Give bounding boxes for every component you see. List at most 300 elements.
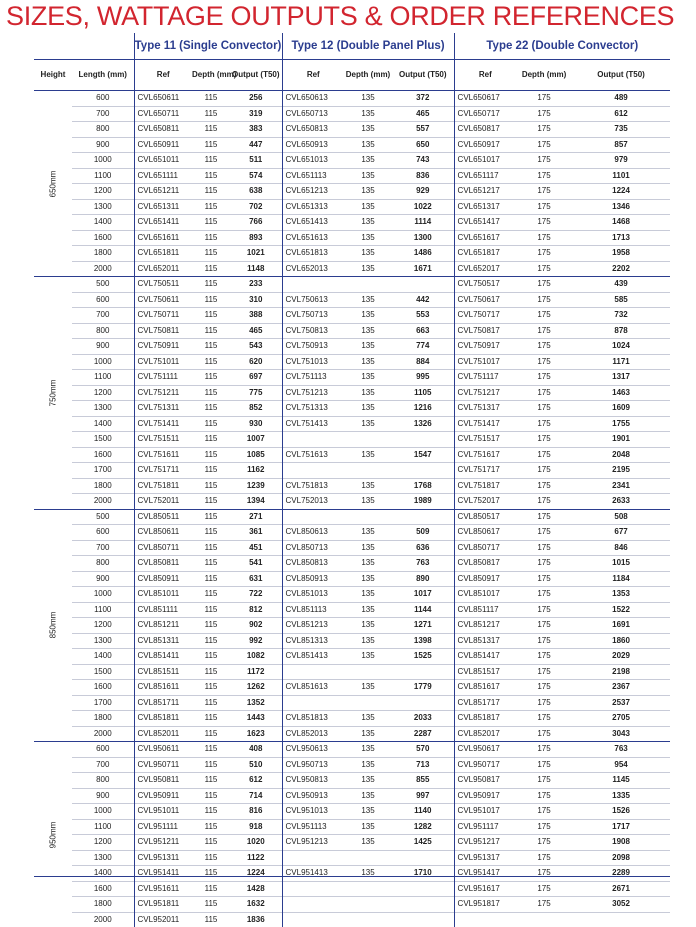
depth-cell: 115 — [192, 370, 230, 386]
depth-cell: 175 — [516, 897, 572, 913]
ref-cell: CVL751217 — [454, 385, 516, 401]
output-cell: 1326 — [392, 416, 454, 432]
depth-cell: 115 — [192, 773, 230, 789]
output-cell: 893 — [230, 230, 282, 246]
ref-cell: CVL851411 — [134, 649, 192, 665]
depth-cell: 115 — [192, 277, 230, 293]
table-row — [34, 897, 670, 913]
length-cell: 1400 — [72, 649, 134, 665]
table-row — [34, 757, 670, 773]
depth-cell: 115 — [192, 866, 230, 882]
length-cell: 800 — [72, 323, 134, 339]
depth-cell: 115 — [192, 587, 230, 603]
table-row — [34, 556, 670, 572]
table-row — [34, 912, 670, 927]
table-row — [34, 525, 670, 541]
length-cell: 1800 — [72, 246, 134, 262]
table-row — [34, 540, 670, 556]
table-row — [34, 819, 670, 835]
ref-cell: CVL851311 — [134, 633, 192, 649]
depth-cell: 115 — [192, 339, 230, 355]
depth-cell — [344, 881, 392, 897]
length-cell: 2000 — [72, 726, 134, 742]
output-cell: 816 — [230, 804, 282, 820]
output-cell: 1024 — [572, 339, 670, 355]
ref-cell — [282, 664, 344, 680]
ref-cell: CVL752011 — [134, 494, 192, 510]
output-cell: 1352 — [230, 695, 282, 711]
ref-cell: CVL951213 — [282, 835, 344, 851]
output-cell: 1623 — [230, 726, 282, 742]
ref-cell: CVL952011 — [134, 912, 192, 927]
table-row — [34, 261, 670, 277]
output-cell: 992 — [230, 633, 282, 649]
output-cell: 1691 — [572, 618, 670, 634]
table-row — [34, 153, 670, 169]
output-cell — [392, 509, 454, 525]
table-row — [34, 866, 670, 882]
ref-cell: CVL851217 — [454, 618, 516, 634]
depth-cell — [344, 850, 392, 866]
output-cell: 677 — [572, 525, 670, 541]
output-cell: 408 — [230, 742, 282, 758]
ref-cell: CVL851117 — [454, 602, 516, 618]
output-cell: 256 — [230, 91, 282, 107]
depth-cell: 115 — [192, 633, 230, 649]
length-cell: 1000 — [72, 153, 134, 169]
col-depth: Depth (mm) — [192, 60, 230, 91]
ref-cell: CVL750617 — [454, 292, 516, 308]
output-cell: 763 — [392, 556, 454, 572]
ref-cell: CVL951411 — [134, 866, 192, 882]
depth-cell: 175 — [516, 246, 572, 262]
ref-cell: CVL951113 — [282, 819, 344, 835]
output-cell: 979 — [572, 153, 670, 169]
ref-cell — [282, 432, 344, 448]
length-cell: 1300 — [72, 199, 134, 215]
output-cell — [392, 881, 454, 897]
ref-cell: CVL750717 — [454, 308, 516, 324]
output-cell: 1609 — [572, 401, 670, 417]
output-cell: 884 — [392, 354, 454, 370]
col-ref: Ref — [454, 60, 516, 91]
ref-cell: CVL651317 — [454, 199, 516, 215]
depth-cell: 115 — [192, 308, 230, 324]
output-cell: 1015 — [572, 556, 670, 572]
output-cell: 543 — [230, 339, 282, 355]
ref-cell: CVL951413 — [282, 866, 344, 882]
ref-cell: CVL650817 — [454, 122, 516, 138]
output-cell: 1162 — [230, 463, 282, 479]
depth-cell: 175 — [516, 602, 572, 618]
output-cell: 1017 — [392, 587, 454, 603]
ref-cell: CVL651613 — [282, 230, 344, 246]
ref-cell: CVL950617 — [454, 742, 516, 758]
depth-cell: 115 — [192, 153, 230, 169]
depth-cell: 175 — [516, 401, 572, 417]
ref-cell: CVL851313 — [282, 633, 344, 649]
length-cell: 1400 — [72, 866, 134, 882]
output-cell: 1901 — [572, 432, 670, 448]
ref-cell: CVL651813 — [282, 246, 344, 262]
length-cell: 700 — [72, 106, 134, 122]
depth-cell: 115 — [192, 509, 230, 525]
depth-cell: 175 — [516, 788, 572, 804]
output-cell: 553 — [392, 308, 454, 324]
table-row — [34, 509, 670, 525]
output-cell: 1085 — [230, 447, 282, 463]
depth-cell — [344, 695, 392, 711]
page-title: SIZES, WATTAGE OUTPUTS & ORDER REFERENCES — [6, 1, 674, 32]
ref-cell: CVL851113 — [282, 602, 344, 618]
ref-cell: CVL650611 — [134, 91, 192, 107]
col-output: Output (T50) — [392, 60, 454, 91]
ref-cell: CVL950911 — [134, 788, 192, 804]
ref-cell: CVL951311 — [134, 850, 192, 866]
ref-cell: CVL851013 — [282, 587, 344, 603]
ref-cell: CVL851511 — [134, 664, 192, 680]
output-cell: 1425 — [392, 835, 454, 851]
depth-cell: 115 — [192, 556, 230, 572]
length-cell: 800 — [72, 122, 134, 138]
output-cell — [392, 695, 454, 711]
depth-cell: 135 — [344, 137, 392, 153]
output-cell: 697 — [230, 370, 282, 386]
ref-cell: CVL751313 — [282, 401, 344, 417]
ref-cell: CVL950917 — [454, 788, 516, 804]
ref-cell: CVL851011 — [134, 587, 192, 603]
height-label: 950mm — [46, 821, 60, 848]
length-cell: 2000 — [72, 494, 134, 510]
output-cell: 233 — [230, 277, 282, 293]
ref-cell: CVL650811 — [134, 122, 192, 138]
depth-cell: 115 — [192, 835, 230, 851]
depth-cell: 135 — [344, 742, 392, 758]
depth-cell: 115 — [192, 447, 230, 463]
output-cell: 775 — [230, 385, 282, 401]
sizes-table — [34, 33, 670, 927]
output-cell: 902 — [230, 618, 282, 634]
output-cell: 271 — [230, 509, 282, 525]
output-cell: 722 — [230, 587, 282, 603]
output-cell — [572, 912, 670, 927]
table-row — [34, 881, 670, 897]
table-row — [34, 370, 670, 386]
depth-cell: 115 — [192, 215, 230, 231]
ref-cell: CVL751111 — [134, 370, 192, 386]
length-cell: 700 — [72, 308, 134, 324]
ref-cell: CVL751017 — [454, 354, 516, 370]
ref-cell: CVL750711 — [134, 308, 192, 324]
output-cell: 1525 — [392, 649, 454, 665]
length-cell: 600 — [72, 91, 134, 107]
ref-cell: CVL651417 — [454, 215, 516, 231]
ref-cell: CVL651113 — [282, 168, 344, 184]
output-cell: 557 — [392, 122, 454, 138]
group-header-row — [34, 33, 670, 60]
depth-cell: 175 — [516, 184, 572, 200]
output-cell — [392, 850, 454, 866]
ref-cell: CVL751711 — [134, 463, 192, 479]
ref-cell: CVL651313 — [282, 199, 344, 215]
depth-cell: 175 — [516, 587, 572, 603]
output-cell: 1122 — [230, 850, 282, 866]
table-body — [34, 91, 670, 927]
ref-cell: CVL850511 — [134, 509, 192, 525]
length-cell: 1300 — [72, 850, 134, 866]
table-row — [34, 649, 670, 665]
height-label: 650mm — [46, 170, 60, 197]
ref-cell: CVL750917 — [454, 339, 516, 355]
output-cell: 1860 — [572, 633, 670, 649]
output-cell — [392, 463, 454, 479]
output-cell: 1021 — [230, 246, 282, 262]
depth-cell: 175 — [516, 618, 572, 634]
depth-cell: 135 — [344, 478, 392, 494]
table-row — [34, 447, 670, 463]
length-cell: 1000 — [72, 354, 134, 370]
output-cell: 812 — [230, 602, 282, 618]
ref-cell: CVL651217 — [454, 184, 516, 200]
length-cell: 700 — [72, 757, 134, 773]
depth-cell: 175 — [516, 633, 572, 649]
output-cell: 1710 — [392, 866, 454, 882]
ref-cell: CVL651617 — [454, 230, 516, 246]
ref-cell: CVL852017 — [454, 726, 516, 742]
output-cell: 1224 — [572, 184, 670, 200]
length-cell: 1600 — [72, 680, 134, 696]
output-cell: 1282 — [392, 819, 454, 835]
length-cell: 1500 — [72, 432, 134, 448]
output-cell: 465 — [392, 106, 454, 122]
length-cell: 800 — [72, 773, 134, 789]
depth-cell: 175 — [516, 866, 572, 882]
table-bottom-rule — [34, 876, 670, 877]
depth-cell: 175 — [516, 850, 572, 866]
ref-cell: CVL650711 — [134, 106, 192, 122]
output-cell: 2029 — [572, 649, 670, 665]
output-cell: 774 — [392, 339, 454, 355]
ref-cell: CVL950713 — [282, 757, 344, 773]
ref-cell: CVL950817 — [454, 773, 516, 789]
length-cell: 1800 — [72, 711, 134, 727]
output-cell: 732 — [572, 308, 670, 324]
ref-cell: CVL951817 — [454, 897, 516, 913]
output-cell: 713 — [392, 757, 454, 773]
output-cell: 2705 — [572, 711, 670, 727]
output-cell: 2341 — [572, 478, 670, 494]
depth-cell: 175 — [516, 804, 572, 820]
ref-cell: CVL850613 — [282, 525, 344, 541]
ref-cell: CVL650813 — [282, 122, 344, 138]
ref-cell: CVL651017 — [454, 153, 516, 169]
depth-cell: 175 — [516, 153, 572, 169]
output-cell: 465 — [230, 323, 282, 339]
ref-cell: CVL851111 — [134, 602, 192, 618]
depth-cell: 135 — [344, 804, 392, 820]
output-cell: 636 — [392, 540, 454, 556]
ref-cell — [282, 463, 344, 479]
output-cell: 1105 — [392, 385, 454, 401]
output-cell — [392, 664, 454, 680]
ref-cell: CVL751717 — [454, 463, 516, 479]
length-cell: 900 — [72, 571, 134, 587]
output-cell: 2195 — [572, 463, 670, 479]
output-cell: 1172 — [230, 664, 282, 680]
depth-cell: 115 — [192, 788, 230, 804]
table-row — [34, 664, 670, 680]
depth-cell: 175 — [516, 540, 572, 556]
depth-cell: 135 — [344, 261, 392, 277]
output-cell: 3052 — [572, 897, 670, 913]
output-cell: 1394 — [230, 494, 282, 510]
ref-cell: CVL751213 — [282, 385, 344, 401]
length-cell: 900 — [72, 339, 134, 355]
depth-cell: 175 — [516, 742, 572, 758]
output-cell: 3043 — [572, 726, 670, 742]
col-depth: Depth (mm) — [344, 60, 392, 91]
depth-cell: 135 — [344, 788, 392, 804]
depth-cell: 175 — [516, 354, 572, 370]
ref-cell: CVL650917 — [454, 137, 516, 153]
table-row — [34, 122, 670, 138]
depth-cell: 135 — [344, 401, 392, 417]
depth-cell: 175 — [516, 416, 572, 432]
ref-cell: CVL751817 — [454, 478, 516, 494]
table-row — [34, 602, 670, 618]
output-cell: 631 — [230, 571, 282, 587]
ref-cell: CVL750811 — [134, 323, 192, 339]
depth-cell: 115 — [192, 323, 230, 339]
depth-cell: 115 — [192, 432, 230, 448]
depth-cell: 115 — [192, 757, 230, 773]
output-cell: 890 — [392, 571, 454, 587]
depth-cell: 115 — [192, 168, 230, 184]
output-cell — [392, 912, 454, 927]
depth-cell: 115 — [192, 401, 230, 417]
output-cell: 1020 — [230, 835, 282, 851]
depth-cell: 135 — [344, 819, 392, 835]
ref-cell: CVL751413 — [282, 416, 344, 432]
depth-cell: 175 — [516, 261, 572, 277]
output-cell: 1007 — [230, 432, 282, 448]
depth-cell: 115 — [192, 137, 230, 153]
depth-cell: 135 — [344, 91, 392, 107]
ref-cell: CVL950613 — [282, 742, 344, 758]
output-cell: 1239 — [230, 478, 282, 494]
ref-cell — [282, 881, 344, 897]
depth-cell: 135 — [344, 866, 392, 882]
length-cell: 1100 — [72, 370, 134, 386]
output-cell: 383 — [230, 122, 282, 138]
height-label: 850mm — [46, 612, 60, 639]
output-cell: 1526 — [572, 804, 670, 820]
depth-cell: 115 — [192, 354, 230, 370]
output-cell: 2287 — [392, 726, 454, 742]
ref-cell: CVL750913 — [282, 339, 344, 355]
depth-cell: 115 — [192, 463, 230, 479]
ref-cell: CVL850911 — [134, 571, 192, 587]
depth-cell: 175 — [516, 308, 572, 324]
table-row — [34, 463, 670, 479]
ref-cell: CVL751311 — [134, 401, 192, 417]
output-cell: 650 — [392, 137, 454, 153]
ref-cell: CVL651211 — [134, 184, 192, 200]
ref-cell: CVL851817 — [454, 711, 516, 727]
ref-cell: CVL851613 — [282, 680, 344, 696]
table-row — [34, 432, 670, 448]
output-cell: 836 — [392, 168, 454, 184]
depth-cell: 135 — [344, 525, 392, 541]
ref-cell: CVL951811 — [134, 897, 192, 913]
depth-cell — [344, 664, 392, 680]
depth-cell: 115 — [192, 91, 230, 107]
length-cell: 900 — [72, 788, 134, 804]
ref-cell: CVL751117 — [454, 370, 516, 386]
ref-cell: CVL851711 — [134, 695, 192, 711]
depth-cell: 175 — [516, 370, 572, 386]
depth-cell: 115 — [192, 261, 230, 277]
ref-cell: CVL851017 — [454, 587, 516, 603]
height-group-label — [34, 742, 72, 927]
ref-cell — [282, 695, 344, 711]
depth-cell: 175 — [516, 494, 572, 510]
output-cell: 1101 — [572, 168, 670, 184]
depth-cell: 135 — [344, 711, 392, 727]
ref-cell: CVL750911 — [134, 339, 192, 355]
depth-cell: 175 — [516, 91, 572, 107]
depth-cell: 135 — [344, 618, 392, 634]
ref-cell — [282, 897, 344, 913]
depth-cell: 115 — [192, 230, 230, 246]
depth-cell: 135 — [344, 246, 392, 262]
depth-cell: 175 — [516, 881, 572, 897]
depth-cell: 115 — [192, 525, 230, 541]
depth-cell — [344, 277, 392, 293]
table-row — [34, 401, 670, 417]
length-cell: 1200 — [72, 618, 134, 634]
output-cell: 735 — [572, 122, 670, 138]
ref-cell: CVL850813 — [282, 556, 344, 572]
length-cell: 1200 — [72, 385, 134, 401]
table-row — [34, 618, 670, 634]
ref-cell: CVL751617 — [454, 447, 516, 463]
table-row — [34, 215, 670, 231]
output-cell: 763 — [572, 742, 670, 758]
output-cell: 442 — [392, 292, 454, 308]
height-group-label — [34, 277, 72, 510]
depth-cell: 175 — [516, 122, 572, 138]
output-cell: 1468 — [572, 215, 670, 231]
output-cell: 2537 — [572, 695, 670, 711]
depth-cell: 115 — [192, 385, 230, 401]
depth-cell — [344, 463, 392, 479]
depth-cell: 175 — [516, 277, 572, 293]
table-row — [34, 339, 670, 355]
output-cell: 1082 — [230, 649, 282, 665]
depth-cell: 175 — [516, 339, 572, 355]
ref-cell: CVL751317 — [454, 401, 516, 417]
depth-cell: 135 — [344, 323, 392, 339]
depth-cell: 175 — [516, 664, 572, 680]
ref-cell: CVL751517 — [454, 432, 516, 448]
col-output: Output (T50) — [230, 60, 282, 91]
output-cell: 1271 — [392, 618, 454, 634]
output-cell: 1779 — [392, 680, 454, 696]
depth-cell: 135 — [344, 106, 392, 122]
table-row — [34, 494, 670, 510]
table-row — [34, 323, 670, 339]
